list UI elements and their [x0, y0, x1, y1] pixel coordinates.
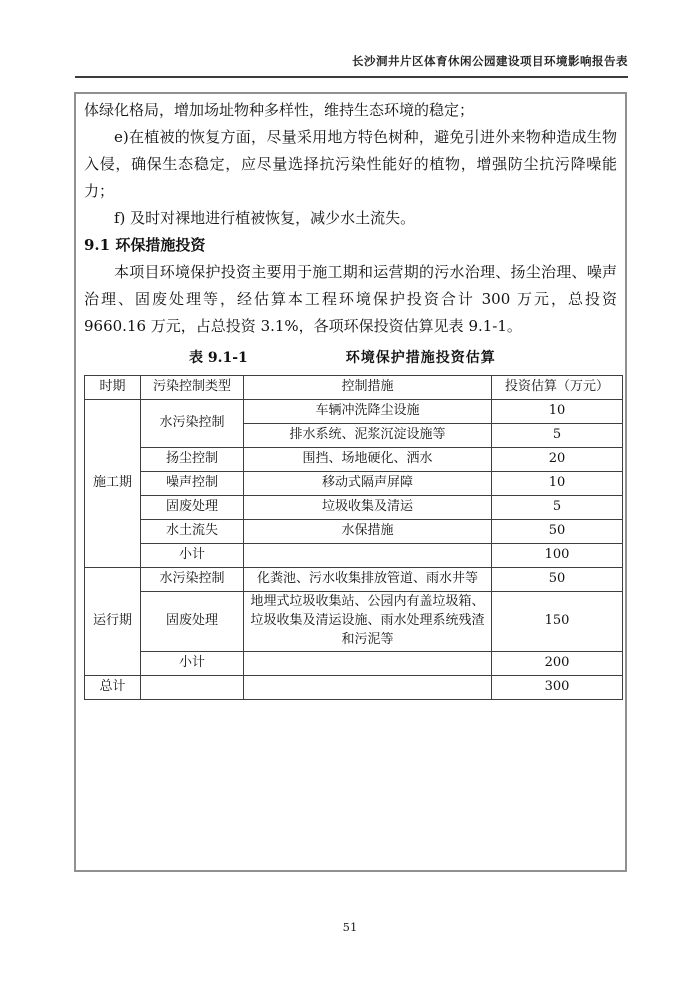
header-divider-rule: [75, 76, 628, 78]
table-row: [85, 568, 623, 592]
report-content-frame: [74, 92, 627, 872]
paragraph-item-f: f) 及时对裸地进行植被恢复，减少水土流失。: [114, 209, 416, 227]
table-row: [85, 520, 623, 544]
cell-measure-drainage: 排水系统、泥浆沉淀设施等: [244, 424, 492, 448]
table-row: [85, 592, 623, 652]
cell-measure-solid-waste: 垃圾收集及清运: [244, 496, 492, 520]
cell-operation-subtotal-label: 小计: [141, 651, 244, 675]
table-row: [85, 448, 623, 472]
cell-cost-soil-erosion: 50: [492, 520, 623, 544]
cell-measure-vehicle-wash: 车辆冲洗降尘设施: [244, 400, 492, 424]
table-caption-title: 环境保护措施投资估算: [345, 350, 496, 366]
cell-operation-subtotal-measure-empty: [244, 651, 492, 675]
cell-cost-operation-water: 50: [492, 568, 623, 592]
running-header-title: 长沙洞井片区体育休闲公园建设项目环境影响报告表: [352, 54, 628, 68]
cell-type-solid-waste: 固废处理: [141, 496, 244, 520]
cell-construction-subtotal-label: 小计: [141, 544, 244, 568]
paragraph-continuation: 体绿化格局，增加场址物种多样性，维持生态环境的稳定；: [84, 101, 475, 119]
table-row: [85, 544, 623, 568]
cell-measure-operation-water: 化粪池、污水收集排放管道、雨水井等: [244, 568, 492, 592]
cell-measure-soil-erosion: 水保措施: [244, 520, 492, 544]
cell-type-soil-erosion: 水土流失: [141, 520, 244, 544]
section-heading-9-1: 9.1 环保措施投资: [84, 236, 206, 254]
table-caption-label: 表 9.1-1: [189, 350, 248, 366]
cell-total-cost: 300: [492, 675, 623, 699]
cell-cost-vehicle-wash: 10: [492, 400, 623, 424]
table-row: [85, 675, 623, 699]
header-cell-measure: 控制措施: [244, 376, 492, 400]
cell-measure-noise: 移动式隔声屏障: [244, 472, 492, 496]
cell-operation-subtotal-cost: 200: [492, 651, 623, 675]
paragraph-item-e: e)在植被的恢复方面，尽量采用地方特色树种，避免引进外来物种造成生物入侵，确保生态稳定，应尽量选择抗污染性能好的植物，增强防尘抗污降噪能力；: [84, 128, 617, 200]
cell-total-type-empty: [141, 675, 244, 699]
table-row: [85, 400, 623, 424]
cell-construction-subtotal-cost: 100: [492, 544, 623, 568]
cell-type-water-pollution: 水污染控制: [141, 400, 244, 448]
table-header-row: [85, 376, 623, 400]
table-row: [85, 651, 623, 675]
page-number: 51: [342, 920, 358, 934]
cell-measure-operation-solid: 地埋式垃圾收集站、公园内有盖垃圾箱、垃圾收集及清运设施、雨水处理系统残渣和污泥等: [244, 592, 492, 652]
header-cell-cost: 投资估算（万元）: [492, 376, 623, 400]
cell-cost-noise: 10: [492, 472, 623, 496]
cell-type-operation-solid: 固废处理: [141, 592, 244, 652]
cell-construction-subtotal-measure-empty: [244, 544, 492, 568]
header-cell-type: 污染控制类型: [141, 376, 244, 400]
cell-period-operation: 运行期: [85, 568, 141, 676]
cell-cost-drainage: 5: [492, 424, 623, 448]
table-row: [85, 472, 623, 496]
cell-cost-operation-solid: 150: [492, 592, 623, 652]
paragraph-investment-intro: 本项目环境保护投资主要用于施工期和运营期的污水治理、扬尘治理、噪声治理、固废处理等，经估算本工程环境保护投资合计 300 万元，总投资 9660.16 万元，占总投资 3.1%，各项环保投资估算见表 9.1-1。: [84, 263, 617, 335]
cell-cost-solid-waste: 5: [492, 496, 623, 520]
cell-period-construction: 施工期: [85, 400, 141, 568]
cell-cost-dust: 20: [492, 448, 623, 472]
cell-type-noise-control: 噪声控制: [141, 472, 244, 496]
investment-estimate-table: [84, 375, 623, 700]
table-row: [85, 496, 623, 520]
cell-measure-dust: 围挡、场地硬化、洒水: [244, 448, 492, 472]
table-caption: [84, 346, 617, 368]
cell-total-measure-empty: [244, 675, 492, 699]
cell-type-operation-water: 水污染控制: [141, 568, 244, 592]
cell-total-label: 总计: [85, 675, 141, 699]
header-cell-period: 时期: [85, 376, 141, 400]
cell-type-dust-control: 扬尘控制: [141, 448, 244, 472]
